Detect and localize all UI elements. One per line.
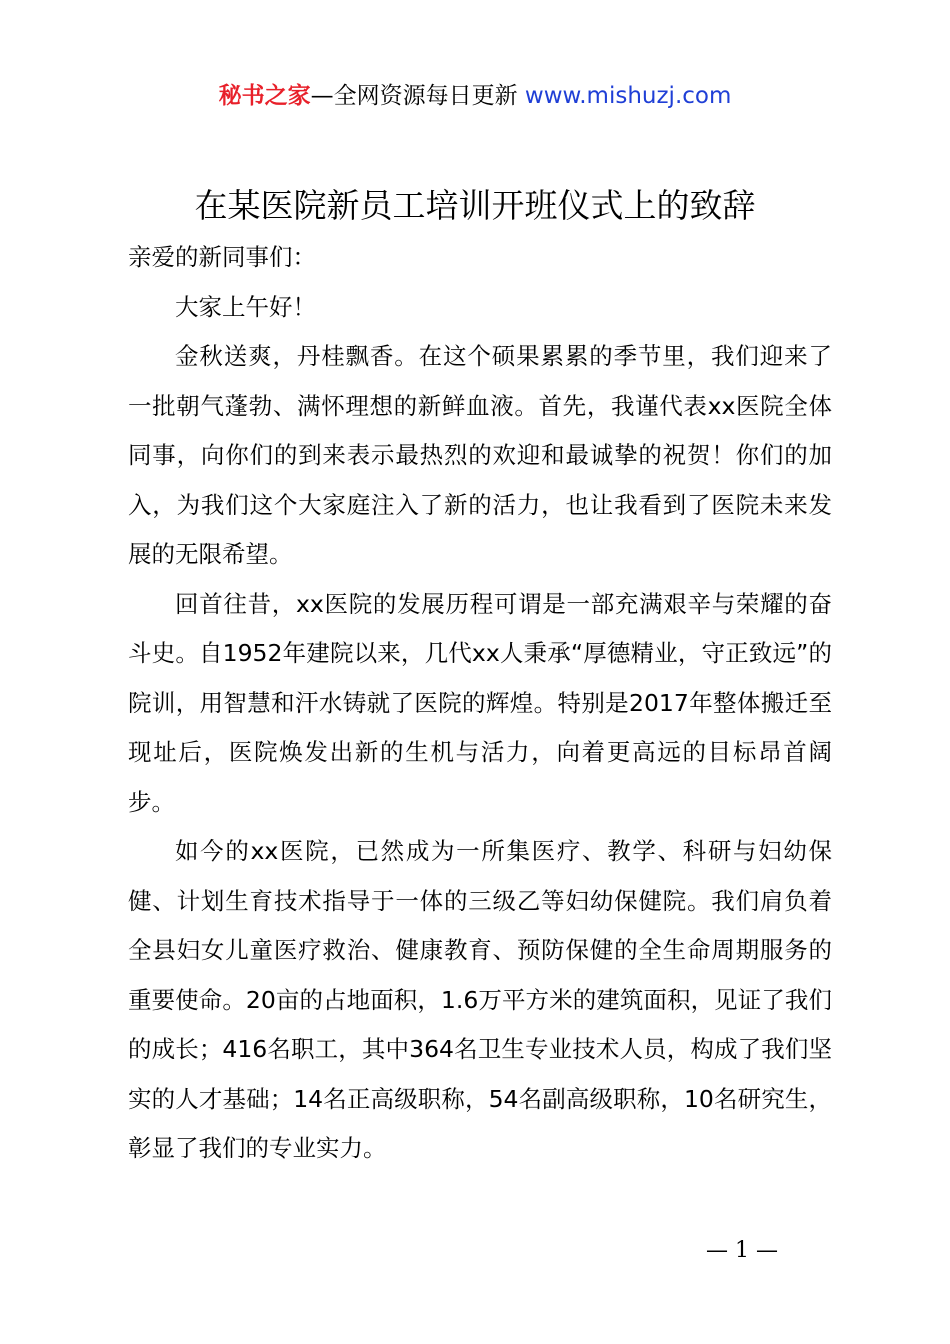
paragraph-history: 回首往昔，xx医院的发展历程可谓是一部充满艰辛与荣耀的奋斗史。自1952年建院以来，几代xx人秉承“厚德精业，守正致远”的院训，用智慧和汗水铸就了医院的辉煌。特别是2017年整体搬迁至现址后，医院焕发出新的生机与活力，向着更高远的目标昂首阔步。 (128, 589, 832, 816)
paragraph-welcome: 金秋送爽，丹桂飘香。在这个硕果累累的季节里，我们迎来了一批朝气蓬勃、满怀理想的新鲜血液。首先，我谨代表xx医院全体同事，向你们的到来表示最热烈的欢迎和最诚挚的祝贺！你们的加入，为我们这个大家庭注入了新的活力，也让我看到了医院未来发展的无限希望。 (128, 342, 832, 568)
site-header (0, 80, 950, 112)
document-body (128, 233, 832, 1174)
paragraph-current-status: 如今的xx医院，已然成为一所集医疗、教学、科研与妇幼保健、计划生育技术指导于一体的三级乙等妇幼保健院。我们肩负着全县妇女儿童医疗救治、健康教育、预防保健的全生命周期服务的重要使命。20亩的占地面积，1.6万平方米的建筑面积，见证了我们的成长；416名职工，其中364名卫生专业技术人员，构成了我们坚实的人才基础；14名正高级职称，54名副高级职称，10名研究生，彰显了我们的专业实力。 (128, 837, 832, 1162)
header-slogan: —全网资源每日更新 (310, 83, 525, 109)
document-title: 在某医院新员工培训开班仪式上的致辞 (194, 186, 756, 225)
page-number: — 1 — (706, 1238, 778, 1263)
salutation: 亲爱的新同事们： (128, 243, 316, 271)
brand-name: 秘书之家 (218, 83, 311, 109)
paragraph-greeting: 大家上午好！ (175, 292, 316, 321)
site-url-link[interactable]: www.mishuzj.com (524, 83, 732, 109)
